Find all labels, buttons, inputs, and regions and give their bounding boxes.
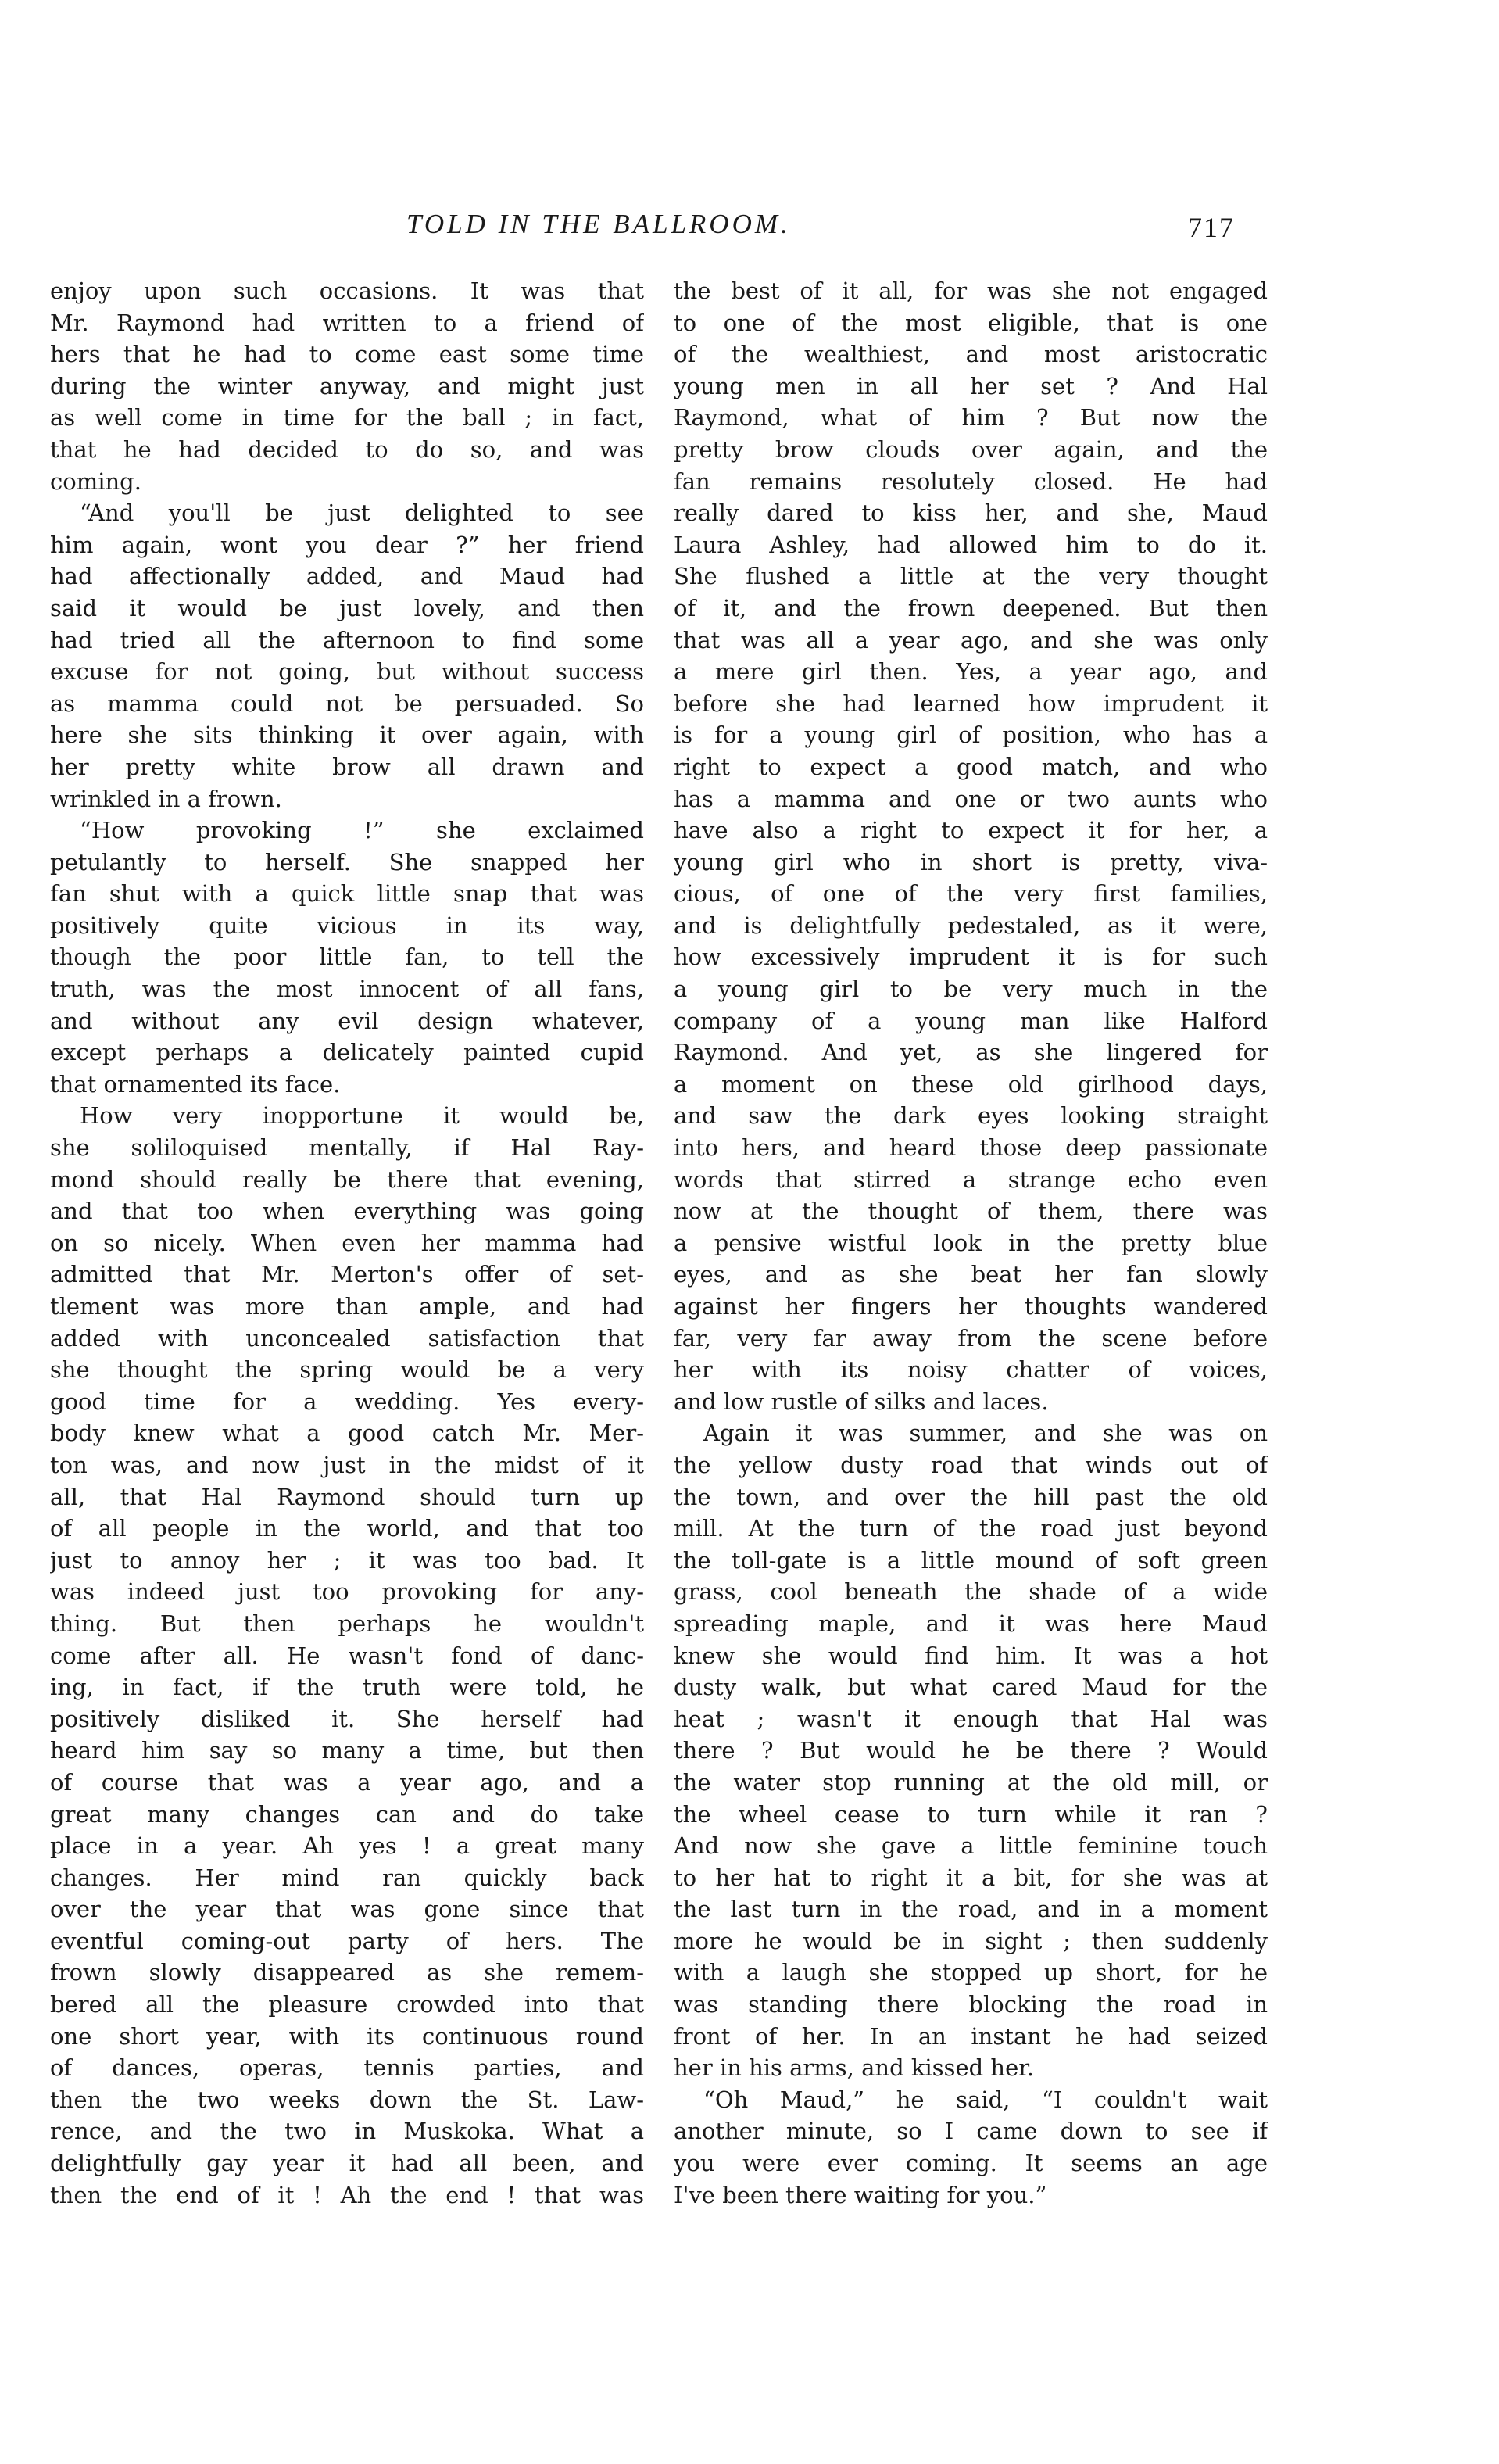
text-line: the wheel cease to turn while it ran ?	[674, 1800, 1268, 1828]
text-line: great many changes can and do take	[50, 1800, 644, 1828]
text-line: truth, was the most innocent of all fans,	[50, 976, 644, 1003]
text-line: excuse for not going, but without success	[50, 658, 644, 686]
text-line: added with unconcealed satisfaction that	[50, 1324, 644, 1352]
text-line: Raymond, what of him ? But now the	[674, 404, 1268, 432]
text-line: coming.	[50, 467, 141, 495]
text-line: as mamma could not be persuaded. So	[50, 689, 644, 717]
text-line: and low rustle of silks and laces.	[674, 1388, 1049, 1415]
text-line: another minute, so I came down to see if	[674, 2118, 1268, 2145]
text-line: the town, and over the hill past the old	[674, 1483, 1268, 1510]
text-line: “Oh Maud,” he said, “I couldn't wait	[703, 2086, 1268, 2113]
text-line: fan shut with a quick little snap that was	[50, 880, 644, 908]
text-line: a young girl to be very much in the	[674, 976, 1268, 1003]
text-line: eyes, and as she beat her fan slowly	[674, 1261, 1268, 1288]
text-line: dusty walk, but what cared Maud for the	[674, 1674, 1268, 1701]
text-line: one short year, with its continuous round	[50, 2022, 644, 2050]
text-line: and is delightfully pedestaled, as it were,	[674, 911, 1268, 939]
text-line: And now she gave a little feminine touch	[674, 1832, 1268, 1860]
text-line: into hers, and heard those deep passionate	[674, 1134, 1268, 1162]
text-line: cious, of one of the very first families,	[674, 880, 1268, 908]
text-line: had affectionally added, and Maud had	[50, 563, 644, 590]
text-line: a moment on these old girlhood days,	[674, 1070, 1268, 1098]
text-line: how excessively imprudent it is for such	[674, 944, 1268, 971]
text-line: of the wealthiest, and most aristocratic	[674, 341, 1268, 368]
text-line: there ? But would he be there ? Would	[674, 1737, 1268, 1764]
text-line: pretty brow clouds over again, and the	[674, 435, 1268, 463]
text-line: had tried all the afternoon to find some	[50, 626, 644, 654]
text-line: bered all the pleasure crowded into that	[50, 1991, 644, 2018]
text-line: eventful coming-out party of hers. The	[50, 1927, 644, 1954]
text-line: wrinkled in a frown.	[50, 785, 282, 812]
text-line: on so nicely. When even her mamma had	[50, 1229, 644, 1256]
text-line: then the two weeks down the St. Law-	[50, 2086, 644, 2113]
text-line: to her hat to right it a bit, for she was at	[674, 1864, 1268, 1891]
right-column	[674, 275, 1268, 2211]
text-line: have also a right to expect it for her, a	[674, 817, 1268, 844]
text-line: company of a young man like Halford	[674, 1007, 1268, 1034]
text-line: the yellow dusty road that winds out of	[674, 1451, 1268, 1478]
running-title: TOLD IN THE BALLROOM.	[406, 209, 791, 239]
text-line: She flushed a little at the very thought	[674, 563, 1268, 590]
text-line: young men in all her set ? And Hal	[674, 372, 1268, 399]
text-line: a pensive wistful look in the pretty blue	[674, 1229, 1268, 1256]
text-line: How very inopportune it would be,	[80, 1102, 644, 1130]
text-line: and that too when everything was going	[50, 1198, 644, 1225]
text-line: over the year that was gone since that	[50, 1896, 644, 1923]
text-line: said it would be just lovely, and then	[50, 594, 644, 621]
text-line: ton was, and now just in the midst of it	[50, 1451, 644, 1478]
text-line: “How provoking !” she exclaimed	[80, 817, 644, 844]
text-line: far, very far away from the scene before	[674, 1324, 1268, 1352]
text-line: was standing there blocking the road in	[674, 1991, 1268, 2018]
text-line: the best of it all, for was she not engaged	[674, 278, 1268, 304]
text-line: changes. Her mind ran quickly back	[50, 1864, 644, 1891]
page-number: 717	[1188, 212, 1235, 243]
text-line: fan remains resolutely closed. He had	[674, 467, 1268, 495]
text-line: all, that Hal Raymond should turn up	[50, 1483, 644, 1510]
running-head	[0, 205, 1499, 252]
text-line: that he had decided to do so, and was	[50, 435, 644, 463]
text-line: of it, and the frown deepened. But then	[674, 594, 1268, 621]
text-line: spreading maple, and it was here Maud	[674, 1610, 1268, 1637]
text-line: good time for a wedding. Yes every-	[50, 1388, 644, 1415]
text-line: positively quite vicious in its way,	[50, 911, 644, 939]
text-line: and without any evil design whatever,	[50, 1007, 644, 1034]
text-line: petulantly to herself. She snapped her	[50, 848, 644, 876]
text-line: you were ever coming. It seems an age	[674, 2150, 1268, 2177]
text-line: front of her. In an instant he had seized	[674, 2022, 1268, 2050]
text-line: really dared to kiss her, and she, Maud	[674, 500, 1268, 527]
text-line: during the winter anyway, and might just	[50, 372, 644, 399]
text-line: Mr. Raymond had written to a friend of	[50, 309, 644, 336]
text-line: mill. At the turn of the road just beyond	[674, 1515, 1268, 1542]
text-line: with a laugh she stopped up short, for he	[674, 1959, 1268, 1986]
text-line: except perhaps a delicately painted cupid	[50, 1039, 644, 1066]
text-line: Again it was summer, and she was on	[703, 1420, 1268, 1447]
text-line: tlement was more than ample, and had	[50, 1293, 644, 1320]
text-line: she thought the spring would be a very	[50, 1356, 644, 1384]
text-line: words that stirred a strange echo even	[674, 1166, 1268, 1193]
text-line: to one of the most eligible, that is one	[674, 309, 1268, 336]
text-line: her in his arms, and kissed her.	[674, 2054, 1035, 2082]
text-line: though the poor little fan, to tell the	[50, 944, 644, 971]
text-line: rence, and the two in Muskoka. What a	[50, 2118, 644, 2145]
text-line: come after all. He wasn't fond of danc-	[50, 1642, 644, 1669]
text-line: against her fingers her thoughts wandered	[674, 1293, 1268, 1320]
text-line: before she had learned how imprudent it	[674, 689, 1268, 717]
text-line: young girl who in short is pretty, viva-	[674, 848, 1268, 876]
text-line: has a mamma and one or two aunts who	[674, 785, 1268, 812]
text-line: that ornamented its face.	[50, 1070, 341, 1098]
text-line: the water stop running at the old mill, or	[674, 1768, 1268, 1796]
text-line: the last turn in the road, and in a moment	[674, 1896, 1268, 1923]
text-line: hers that he had to come east some time	[50, 341, 644, 368]
text-line: right to expect a good match, and who	[674, 753, 1268, 780]
text-line: Raymond. And yet, as she lingered for	[674, 1039, 1268, 1066]
text-line: “And you'll be just delighted to see	[80, 500, 644, 527]
text-line: just to annoy her ; it was too bad. It	[50, 1546, 644, 1574]
text-line: heat ; wasn't it enough that Hal was	[674, 1705, 1268, 1732]
text-line: then the end of it ! Ah the end ! that was	[50, 2181, 644, 2208]
text-line: is for a young girl of position, who has a	[674, 722, 1268, 749]
text-line: Laura Ashley, had allowed him to do it.	[674, 531, 1268, 558]
text-line: her with its noisy chatter of voices,	[674, 1356, 1268, 1384]
text-line: ing, in fact, if the truth were told, he	[50, 1674, 644, 1701]
text-line: and saw the dark eyes looking straight	[674, 1102, 1268, 1130]
text-line: him again, wont you dear ?” her friend	[50, 531, 644, 558]
text-line: body knew what a good catch Mr. Mer-	[50, 1420, 644, 1447]
text-line: now at the thought of them, there was	[674, 1198, 1268, 1225]
text-line: here she sits thinking it over again, with	[50, 722, 644, 749]
text-line: the toll-gate is a little mound of soft green	[674, 1546, 1268, 1574]
text-line: frown slowly disappeared as she remem-	[50, 1959, 644, 1986]
text-line: place in a year. Ah yes ! a great many	[50, 1832, 644, 1860]
text-line: as well come in time for the ball ; in fact,	[50, 404, 644, 432]
text-line: she soliloquised mentally, if Hal Ray-	[50, 1134, 644, 1162]
text-line: was indeed just too provoking for any-	[50, 1578, 644, 1606]
text-line: of dances, operas, tennis parties, and	[50, 2054, 644, 2082]
text-line: more he would be in sight ; then suddenly	[674, 1927, 1268, 1954]
text-line: delightfully gay year it had all been, and	[50, 2150, 644, 2177]
text-line: positively disliked it. She herself had	[50, 1705, 644, 1732]
left-column	[50, 275, 644, 2211]
text-line: of course that was a year ago, and a	[50, 1768, 644, 1796]
text-line: I've been there waiting for you.”	[674, 2181, 1047, 2208]
text-line: enjoy upon such occasions. It was that	[50, 278, 644, 304]
text-line: knew she would find him. It was a hot	[674, 1642, 1268, 1669]
text-line: heard him say so many a time, but then	[50, 1737, 644, 1764]
text-line: a mere girl then. Yes, a year ago, and	[674, 658, 1268, 686]
text-line: mond should really be there that evening,	[50, 1166, 644, 1193]
text-line: of all people in the world, and that too	[50, 1515, 644, 1542]
text-line: her pretty white brow all drawn and	[50, 753, 644, 780]
text-line: admitted that Mr. Merton's offer of set-	[50, 1261, 644, 1288]
text-line: that was all a year ago, and she was only	[674, 626, 1268, 654]
text-line: grass, cool beneath the shade of a wide	[674, 1578, 1268, 1606]
text-line: thing. But then perhaps he wouldn't	[50, 1610, 644, 1637]
